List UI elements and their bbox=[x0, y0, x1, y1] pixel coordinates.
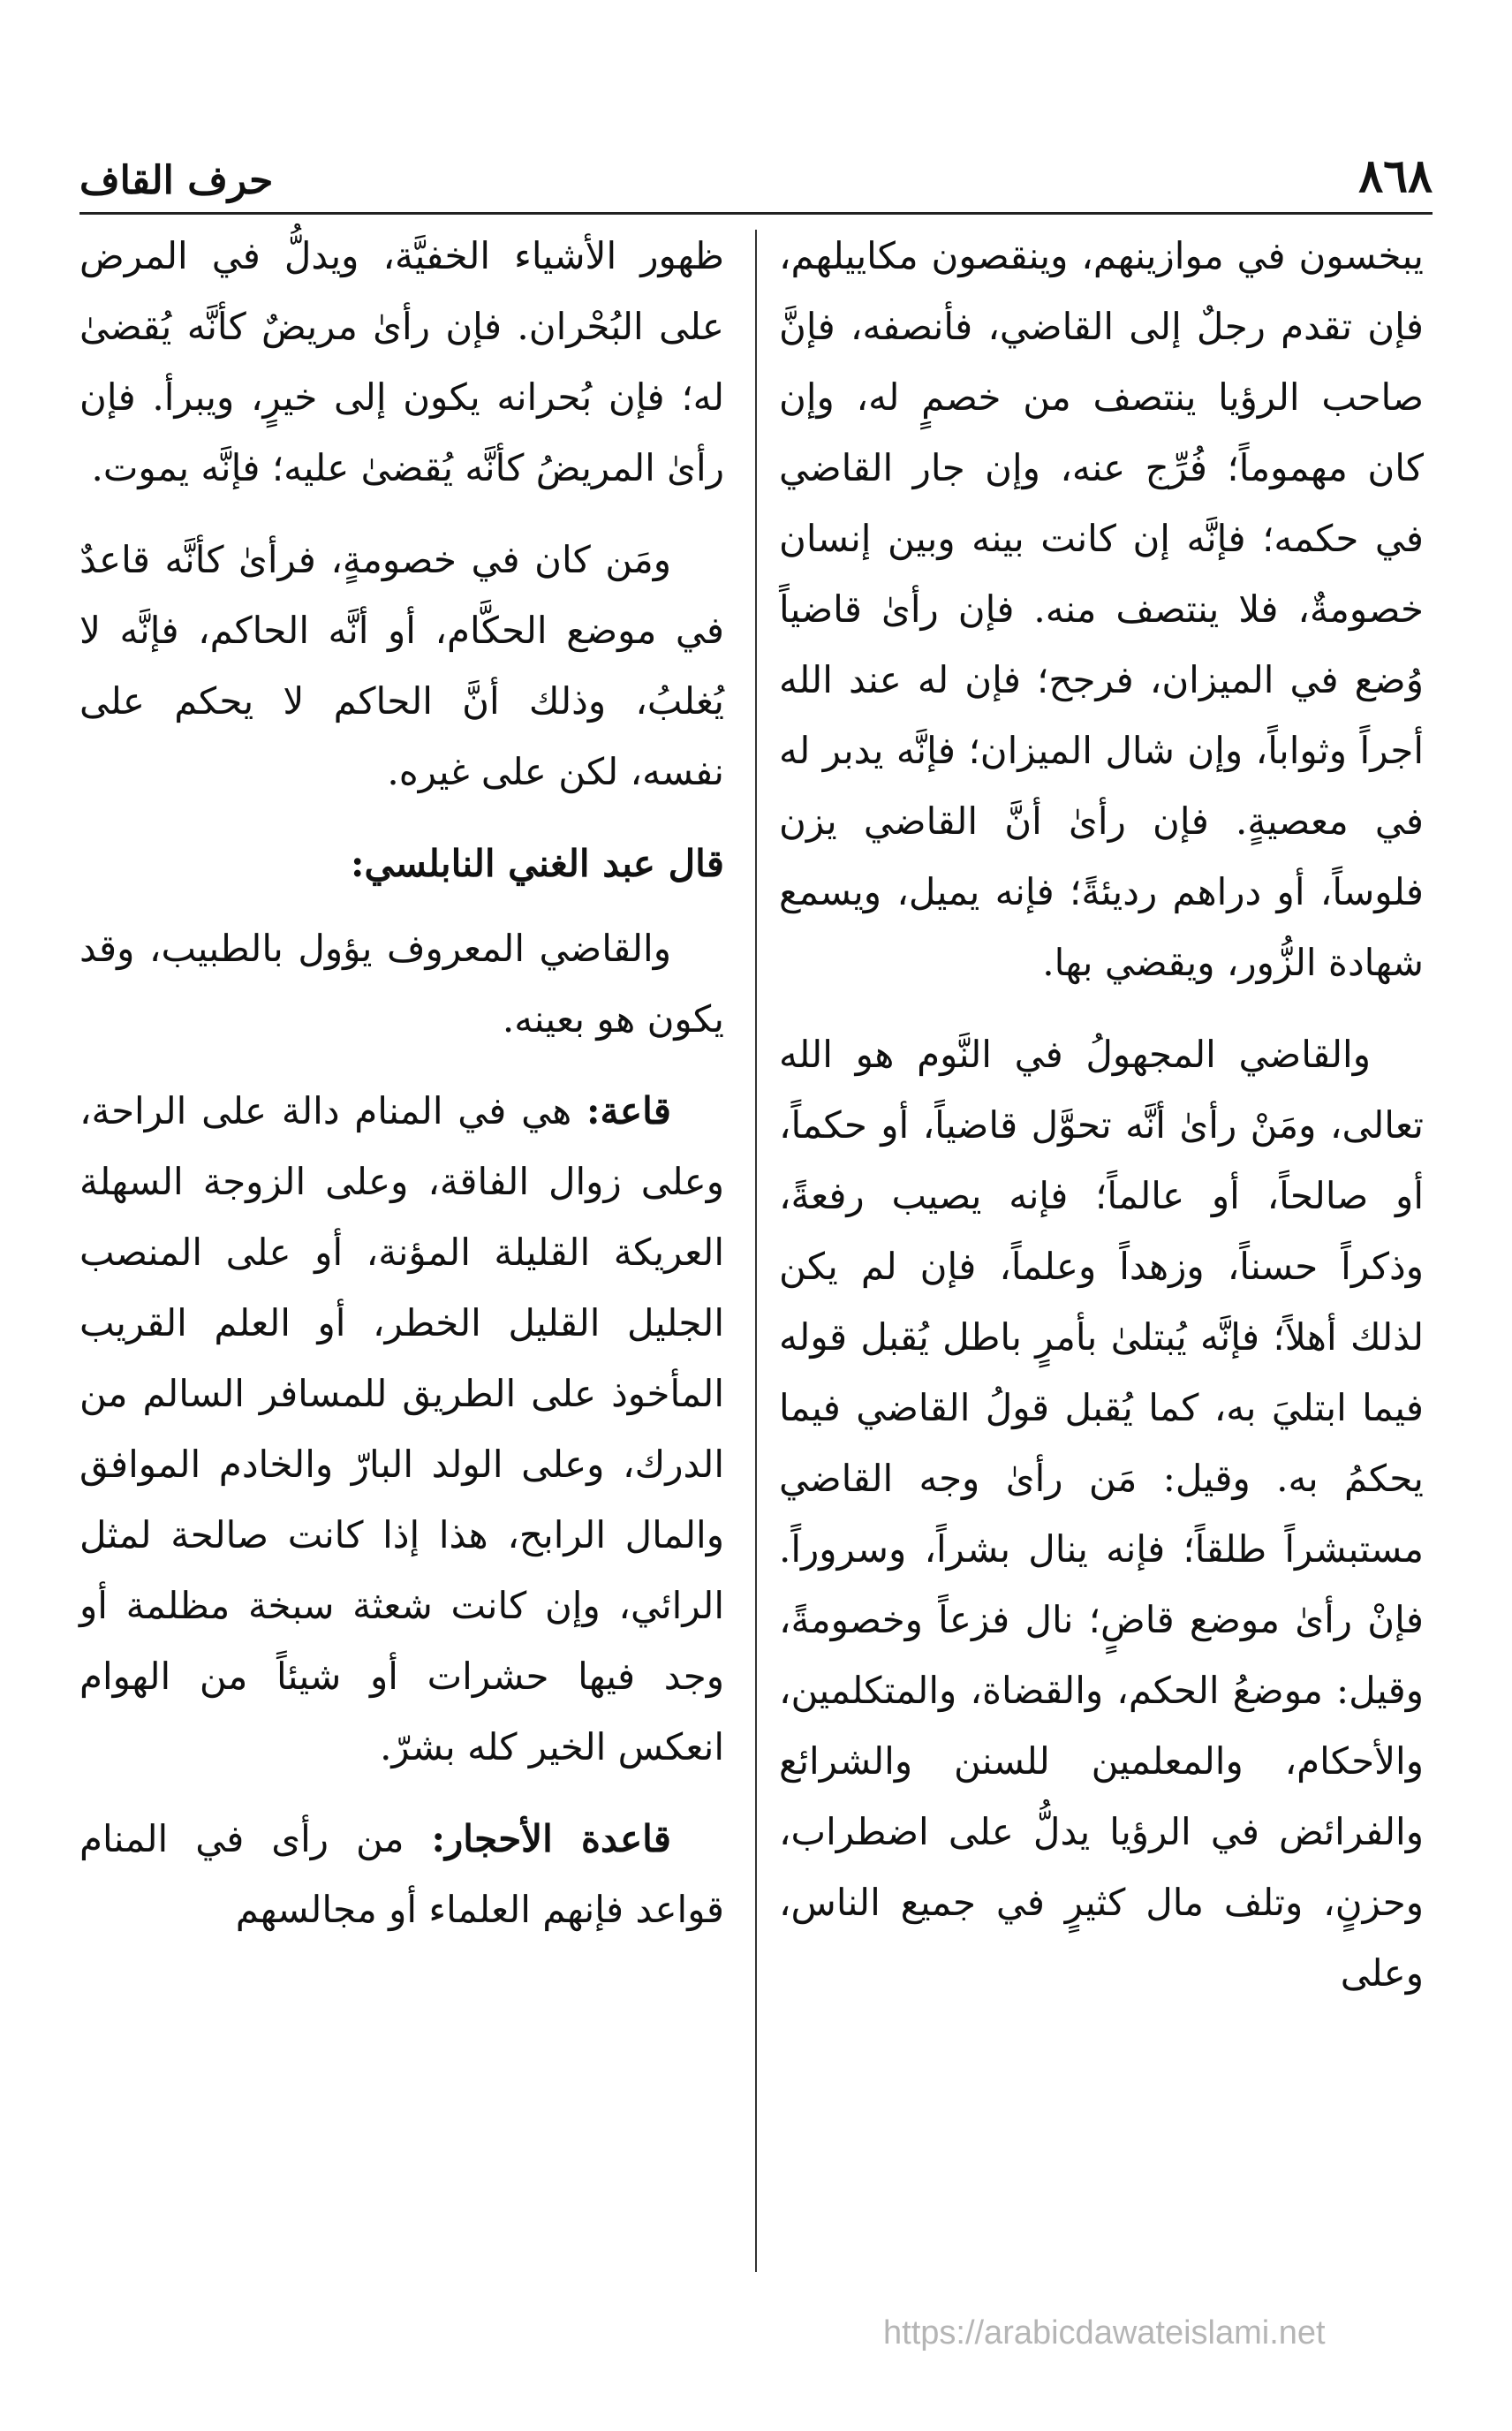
watermark-url: https://arabicdawateislami.net bbox=[883, 2314, 1326, 2351]
right-paragraph-2: والقاضي المجهولُ في النَّوم هو الله تعالى، ومَنْ رأىٰ أنَّه تحوَّل قاضياً، أو حكماً، أو صالحاً، أو عالماً؛ فإنه يصيب رفعةً، وذكراً حسناً، وزهداً وعلماً، فإن لم يكن لذلك أهلاً؛ فإنَّه يُبتلىٰ بأمرٍ باطل يُقبل قوله فيما ابتليَ به، كما يُقبل قولُ القاضي فيما يحكمُ به. وقيل: مَن رأىٰ وجه القاضي مستبشراً طلقاً؛ فإنه ينال بشراً، وسروراً. فإنْ رأىٰ موضع قاضٍ؛ نال فزعاً وخصومةً، وقيل: موضعُ الحكم، والقضاة، والمتكلمين، والأحكام، والمعلمين للسنن والشرائع والفرائض في الرؤيا يدلُّ على اضطراب، وحزنٍ، وتلف مال كثيرٍ في جميع الناس، وعلى bbox=[779, 1033, 1424, 1995]
section-title: حرف القاف bbox=[79, 158, 274, 203]
right-paragraph-1: يبخسون في موازينهم، وينقصون مكاييلهم، فإن تقدم رجلٌ إلى القاضي، فأنصفه، فإنَّ صاحب الرؤيا ينتصف من خصمٍ له، وإن كان مهموماً؛ فُرِّج عنه، وإن جار القاضي في حكمه؛ فإنَّه إن كانت بينه وبين إنسان خصومةٌ، فلا ينتصف منه. فإن رأىٰ قاضياً وُضع في الميزان، فرجح؛ فإن له عند الله أجراً وثواباً، وإن شال الميزان؛ فإنَّه يدبر له في معصيةٍ. فإن رأىٰ أنَّ القاضي يزن فلوساً، أو دراهم رديئةً؛ فإنه يميل، ويسمع شهادة الزُّور، ويقضي بها. bbox=[779, 234, 1424, 984]
nabulsi-heading: قال عبد الغني النابلسي: bbox=[351, 842, 724, 885]
term-qaa: قاعة: bbox=[586, 1089, 671, 1132]
left-paragraph-3: والقاضي المعروف يؤول بالطبيب، وقد يكون هو بعينه. bbox=[79, 927, 724, 1041]
term-qaidat-al-ahjar: قاعدة الأحجار: bbox=[431, 1817, 672, 1860]
entry-qaidat-text: من رأى في المنام قواعد فإنهم العلماء أو مجالسهم bbox=[79, 1817, 724, 1931]
column-divider bbox=[755, 230, 757, 2272]
page-number: ٨٦٨ bbox=[1358, 149, 1433, 203]
left-column bbox=[79, 221, 724, 2290]
right-column bbox=[779, 221, 1424, 2290]
page-header bbox=[79, 133, 1433, 215]
entry-qaa-text: هي في المنام دالة على الراحة، وعلى زوال الفاقة، وعلى الزوجة السهلة العريكة القليلة المؤنة، أو على المنصب الجليل القليل الخطر، أو العلم القريب المأخوذ على الطريق للمسافر السالم من الدرك، وعلى الولد البارّ والخادم الموافق والمال الرابح، هذا إذا كانت صالحة لمثل الرائي، وإن كانت شعثة سبخة مظلمة أو وجد فيها حشرات أو شيئاً من الهوام انعكس الخير كله بشرّ. bbox=[79, 1089, 724, 1768]
entry-qaa bbox=[79, 1076, 724, 1783]
left-paragraph-1: ظهور الأشياء الخفيَّة، ويدلُّ في المرض على البُحْران. فإن رأىٰ مريضٌ كأنَّه يُقضىٰ له؛ فإن بُحرانه يكون إلى خيرٍ، ويبرأ. فإن رأىٰ المريضُ كأنَّه يُقضىٰ عليه؛ فإنَّه يموت. bbox=[79, 234, 724, 489]
entry-qaidat-al-ahjar bbox=[79, 1804, 724, 1945]
left-paragraph-2: ومَن كان في خصومةٍ، فرأىٰ كأنَّه قاعدٌ في موضع الحكَّام، أو أنَّه الحاكم، فإنَّه لا يُغلبُ، وذلك أنَّ الحاكم لا يحكم على نفسه، لكن على غيره. bbox=[79, 538, 724, 793]
